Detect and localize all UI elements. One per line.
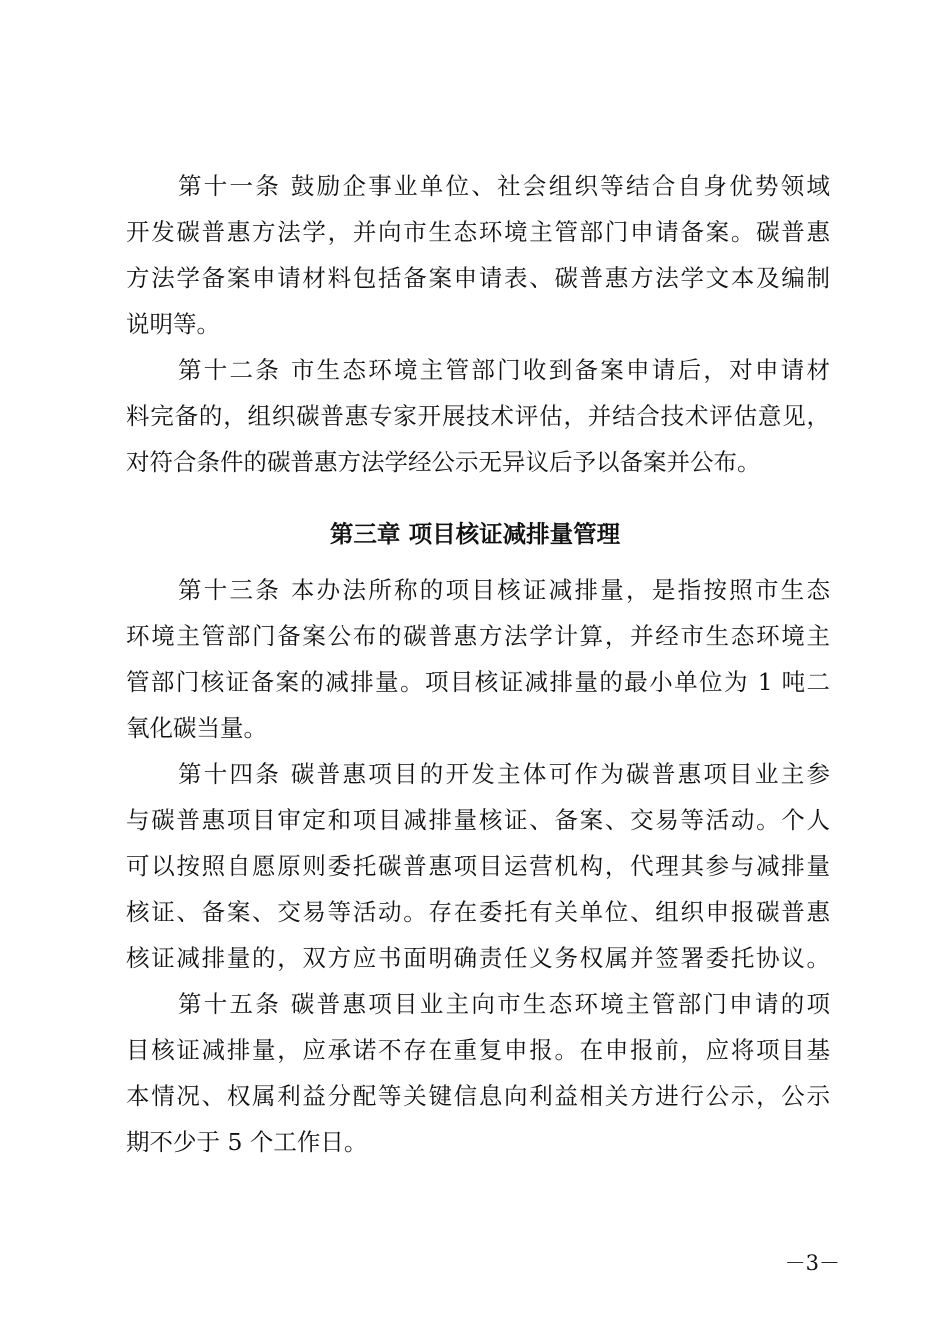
article-12-line-2: 料完备的，组织碳普惠专家开展技术评估，并结合技术评估意见， <box>126 402 830 430</box>
article-14-line-3: 可以按照自愿原则委托碳普惠项目运营机构，代理其参与减排量 <box>126 852 830 880</box>
article-11-line-4: 说明等。 <box>126 310 220 338</box>
article-15-line-4: 期不少于 5 个工作日。 <box>126 1128 368 1156</box>
chapter-heading: 第三章 项目核证减排量管理 <box>329 520 621 548</box>
article-11-line-2: 开发碳普惠方法学，并向市生态环境主管部门申请备案。碳普惠 <box>126 218 830 246</box>
article-14-line-1 <box>178 756 830 792</box>
article-13-line-3: 管部门核证备案的减排量。项目核证减排量的最小单位为 1 吨二 <box>126 668 830 696</box>
article-12-text-1: 市生态环境主管部门收到备案申请后，对申请材 <box>290 356 830 384</box>
article-13-line-2: 环境主管部门备案公布的碳普惠方法学计算，并经市生态环境主 <box>126 622 830 650</box>
article-15-text-1: 碳普惠项目业主向市生态环境主管部门申请的项 <box>290 990 830 1018</box>
article-13-text-1: 本办法所称的项目核证减排量，是指按照市生态 <box>290 576 830 604</box>
article-14-text-1: 碳普惠项目的开发主体可作为碳普惠项目业主参 <box>290 760 830 788</box>
article-14-line-5: 核证减排量的，双方应书面明确责任义务权属并签署委托协议。 <box>126 944 830 972</box>
article-14-line-4: 核证、备案、交易等活动。存在委托有关单位、组织申报碳普惠 <box>126 898 830 926</box>
article-12-line-3: 对符合条件的碳普惠方法学经公示无异议后予以备案并公布。 <box>126 448 761 476</box>
article-15-line-3: 本情况、权属利益分配等关键信息向利益相关方进行公示，公示 <box>126 1082 830 1110</box>
article-14-label: 第十四条 <box>178 760 282 788</box>
article-11-line-1 <box>178 168 830 204</box>
article-15-line-2: 目核证减排量，应承诺不存在重复申报。在申报前，应将项目基 <box>126 1036 830 1064</box>
page-number: －3－ <box>784 1251 840 1275</box>
article-13-label: 第十三条 <box>178 576 282 604</box>
article-14-line-2: 与碳普惠项目审定和项目减排量核证、备案、交易等活动。个人 <box>126 806 830 834</box>
article-11-text-1: 鼓励企事业单位、社会组织等结合自身优势领域 <box>290 172 830 200</box>
article-13-line-4: 氧化碳当量。 <box>126 714 267 742</box>
article-12-line-1 <box>178 352 830 388</box>
article-11-line-3: 方法学备案申请材料包括备案申请表、碳普惠方法学文本及编制 <box>126 264 830 292</box>
article-15-line-1 <box>178 986 830 1022</box>
article-12-label: 第十二条 <box>178 356 282 384</box>
article-13-line-1 <box>178 572 830 608</box>
article-11-label: 第十一条 <box>178 172 282 200</box>
article-15-label: 第十五条 <box>178 990 282 1018</box>
